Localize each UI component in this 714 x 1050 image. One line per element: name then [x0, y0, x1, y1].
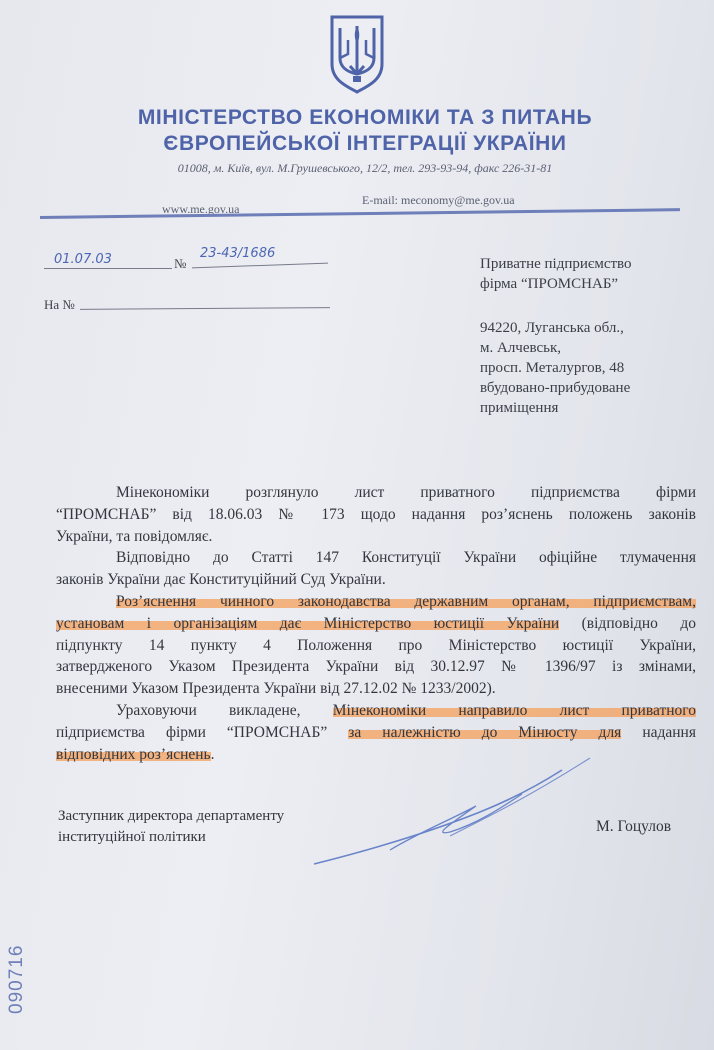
body-p1-line3: України, та повідомляє.	[56, 527, 213, 545]
body-p3-line2	[56, 613, 696, 635]
signatory-name: М. Гоцулов	[596, 818, 672, 835]
zip-region-row	[480, 318, 690, 338]
body-p3-line5: внесеними Указом Президента України від 27.12.02 № 1233/2002).	[56, 680, 496, 698]
body-p4-line1-start: Ураховуючи викладене,	[116, 701, 333, 719]
signatory-title	[58, 806, 284, 848]
recipient-building-2: приміщення	[480, 400, 559, 416]
recipient-region: Луганська обл.,	[525, 320, 624, 336]
incoming-ref-label: На №	[44, 297, 75, 312]
outgoing-number: 23-43/1686	[200, 246, 276, 261]
recipient-zip: 94220,	[480, 320, 522, 336]
highlight-2: установам і організаціям дає Міністерство юстиції України	[56, 614, 560, 632]
recipient-address	[480, 318, 705, 418]
letterhead-divider	[40, 208, 680, 219]
body-p3-line1	[56, 591, 696, 613]
highlight-1: Роз’яснення чинного законодавства державним органам, підприємствам,	[116, 592, 696, 610]
number-label: №	[174, 256, 187, 271]
body-p4-line3-end: .	[210, 745, 215, 763]
recipient-building-1: вбудовано-прибудоване	[480, 380, 631, 396]
recipient-company: фірма “ПРОМСНАБ”	[480, 276, 619, 292]
signatory-title-line1: Заступник директора департаменту	[58, 808, 285, 824]
recipient-type: Приватне підприємство	[480, 256, 632, 272]
signatory-title-line2: інституційної політики	[58, 829, 206, 845]
date-underline	[44, 268, 172, 269]
recipient-street: просп. Металургов, 48	[480, 360, 625, 376]
registration-stamp-number: 090716	[6, 944, 27, 1014]
body-p1-line2: “ПРОМСНАБ” від 18.06.03 № 173 щодо надання роз’яснень положень законів	[56, 505, 696, 523]
body-p3-line2-rest: (відповідно до	[559, 614, 696, 632]
ministry-name-line1: МІНІСТЕРСТВО ЕКОНОМІКИ ТА З ПИТАНЬ	[137, 106, 593, 129]
body-p4-line1	[56, 700, 696, 722]
ministry-address: 01008, м. Київ, вул. М.Грушевського, 12/2, тел. 293-93-94, факс 226-31-81	[177, 161, 553, 175]
body-p2-line1: Відповідно до Статті 147 Конституції України офіційне тлумачення	[116, 549, 696, 567]
letter-body	[56, 482, 696, 765]
ministry-email: E-mail: meconomy@me.gov.ua	[362, 193, 515, 207]
body-p3-line3: підпункту 14 пункту 4 Положення про Міністерство юстиції України,	[56, 636, 696, 654]
highlight-5: відповідних роз’яснень	[56, 745, 211, 763]
recipient-city: м. Алчевськ,	[480, 340, 562, 356]
highlight-3: Мінекономіки направило лист приватного	[332, 701, 696, 719]
body-p4-line2-start: підприємства фірми “ПРОМСНАБ”	[56, 723, 349, 741]
highlight-4: за належністю до Мінюсту для	[348, 723, 622, 741]
body-p3-line4: затвердженого Указом Президента України від 30.12.97 № 1396/97 із змінами,	[56, 658, 696, 676]
handwritten-signature	[300, 740, 630, 880]
body-p2-line2: законів України дає Конституційний Суд України.	[56, 571, 386, 589]
outgoing-date: 01.07.03	[54, 252, 112, 267]
number-underline	[192, 263, 328, 269]
ministry-website: www.me.gov.ua	[162, 202, 240, 216]
incoming-ref-underline	[80, 307, 330, 310]
trident-emblem-icon	[328, 14, 386, 94]
recipient-block	[480, 254, 705, 294]
body-p1-line1: Мінекономіки розглянуло лист приватного підприємства фірми	[116, 484, 696, 501]
ministry-name-line2: ЄВРОПЕЙСЬКОЇ ІНТЕГРАЦІЇ УКРАЇНИ	[163, 132, 567, 155]
body-p4-line2-end: надання	[621, 723, 696, 741]
